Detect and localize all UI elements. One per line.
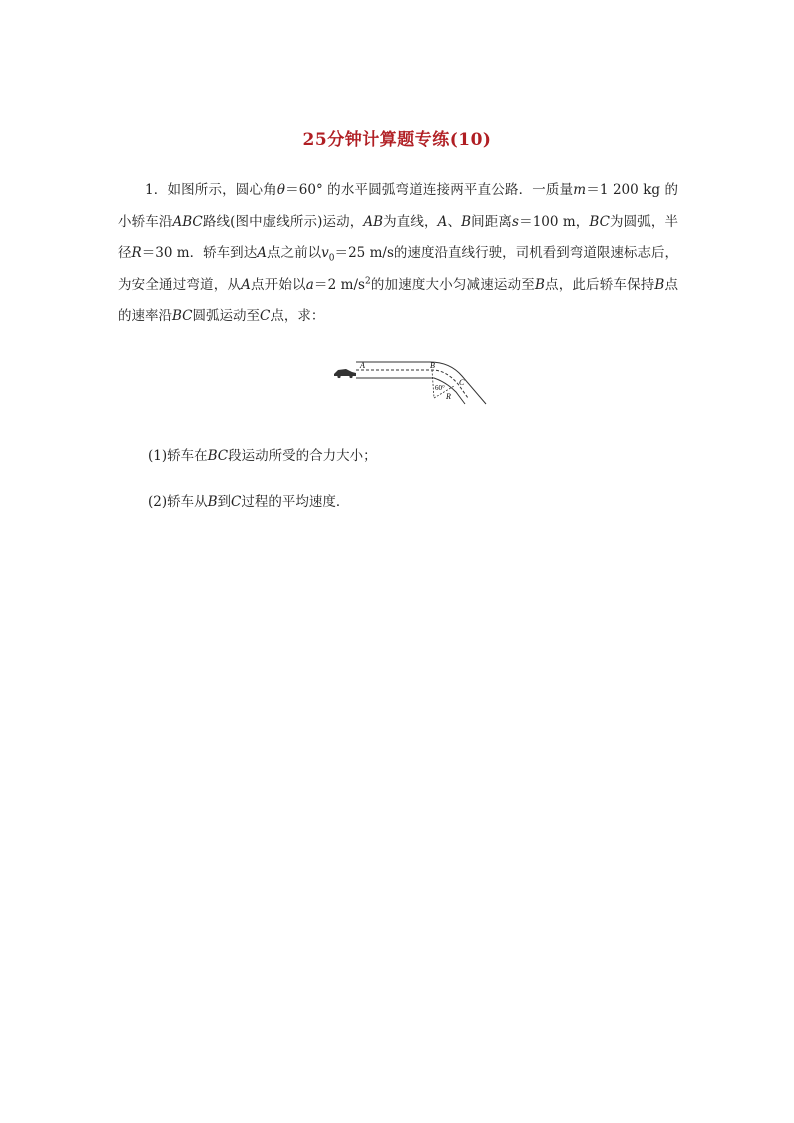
text: ＝100 m，	[518, 213, 590, 230]
problem-number: 1．	[145, 182, 168, 198]
var-b: B	[654, 276, 665, 293]
text: ＝60° 的水平圆弧弯道连接两平直公路．一质量	[284, 182, 574, 198]
car-icon	[334, 369, 356, 378]
text: 为直线，	[383, 213, 438, 230]
text: 段运动所受的合力大小；	[228, 448, 377, 464]
question-1	[148, 444, 377, 464]
text: 的加速度大小匀减速运动至	[370, 276, 535, 293]
var-abc: ABC	[172, 213, 203, 230]
var-ab: AB	[363, 213, 384, 230]
text: 点，求：	[270, 308, 325, 324]
var-bc: BC	[172, 308, 193, 324]
text: ＝30 m．轿车到达	[141, 245, 258, 261]
problem-text	[118, 175, 678, 333]
path-abc	[356, 370, 468, 398]
label-c: C	[459, 378, 465, 387]
var-acc: a	[305, 276, 314, 293]
road-diagram-svg	[330, 354, 490, 406]
text: 如图所示，圆心角	[167, 182, 277, 198]
label-r: R	[446, 392, 451, 401]
text: (1)轿车在	[148, 448, 208, 464]
text: ＝1 200 kg 的小轿车沿	[118, 182, 678, 230]
var-bc: BC	[589, 213, 610, 230]
text: 点开始以	[250, 276, 306, 293]
var-s: s	[512, 213, 519, 230]
text: 过程的平均速度．	[241, 494, 350, 510]
road-diagram	[330, 354, 490, 406]
var-a: A	[241, 276, 251, 293]
var-bc: BC	[207, 448, 229, 464]
radius-line	[432, 370, 434, 398]
var-a: A	[257, 245, 267, 261]
var-c: C	[260, 308, 271, 324]
text: 间距离	[471, 213, 513, 230]
text: 路线(图中虚线所示)运动，	[202, 213, 364, 230]
text: 点，此后轿车保持	[544, 276, 655, 293]
text: 点的速率沿	[118, 276, 679, 324]
text: (2)轿车从	[148, 494, 208, 510]
text: 、	[447, 213, 462, 230]
text: ＝2 m/s	[313, 276, 365, 293]
subscript: 0	[328, 253, 335, 264]
page-title: 25分钟计算题专练(10)	[302, 130, 492, 150]
text: 点之前以	[267, 245, 322, 261]
road-edge-outer	[356, 362, 486, 404]
text: 为圆弧，半径	[118, 213, 679, 261]
question-2	[148, 490, 349, 510]
text: ＝25 m/s的速度沿直线行驶，司机看到弯道限速标志后，为安全通过弯道，从	[118, 245, 678, 293]
var-c: C	[231, 494, 242, 510]
var-theta: θ	[276, 182, 285, 198]
label-angle: 60°	[435, 384, 445, 392]
var-v: v	[321, 245, 329, 261]
problem-paragraph	[118, 175, 678, 333]
text: 到	[217, 494, 232, 510]
var-a: A	[437, 213, 448, 230]
var-b: B	[461, 213, 472, 230]
label-a: A	[360, 361, 365, 370]
var-m: m	[573, 182, 587, 198]
superscript: 2	[364, 276, 371, 286]
text: 圆弧运动至	[192, 308, 261, 324]
label-b: B	[430, 361, 435, 370]
var-b: B	[534, 276, 545, 293]
var-b: B	[207, 494, 218, 510]
var-r: R	[131, 245, 142, 261]
